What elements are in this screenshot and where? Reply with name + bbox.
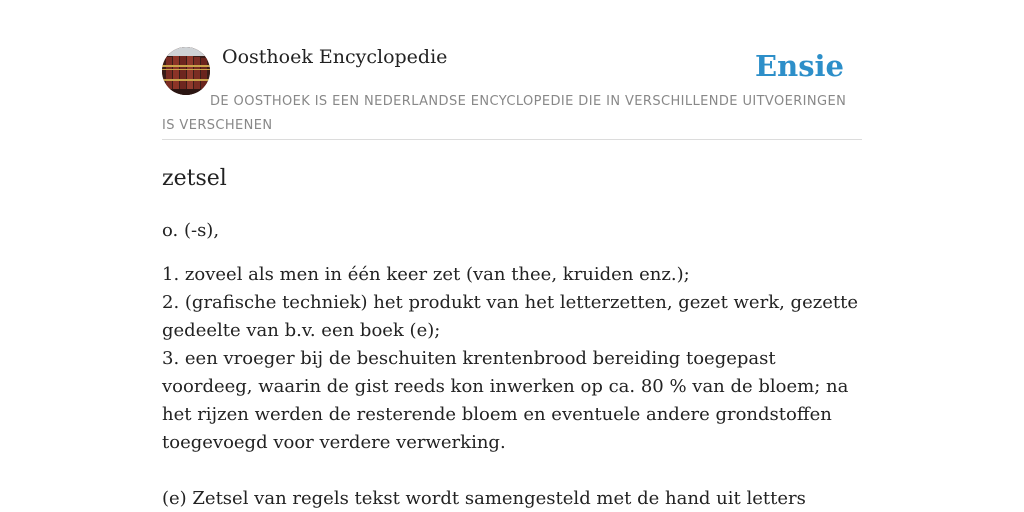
site-title[interactable]: Oosthoek Encyclopedie bbox=[222, 46, 448, 68]
avatar[interactable] bbox=[162, 47, 210, 95]
page-header bbox=[162, 0, 862, 140]
entry-note: (e) Zetsel van regels tekst wordt samengesteld met de hand uit letters bbox=[162, 488, 806, 509]
page-container bbox=[162, 0, 862, 512]
entry-grammar: o. (-s), bbox=[162, 220, 220, 241]
book-spines-icon bbox=[162, 47, 210, 95]
entry-title: zetsel bbox=[162, 166, 227, 191]
site-tagline: DE OOSTHOEK IS EEN NEDERLANDSE ENCYCLOPEDIE DIE IN VERSCHILLENDE UITVOERINGEN IS VERSCHENEN bbox=[162, 94, 847, 133]
definition-item: 1. zoveel als men in één keer zet (van thee, kruiden enz.); bbox=[162, 264, 690, 285]
definition-item: 2. (grafische techniek) het produkt van het letterzetten, gezet werk, gezette gedeelte van b.v. een boek (e); bbox=[162, 292, 858, 341]
entry-definitions bbox=[162, 261, 867, 457]
ensie-logo-link[interactable]: Ensie bbox=[755, 49, 844, 83]
definition-item: 3. een vroeger bij de beschuiten krentenbrood bereiding toegepast voordeeg, waarin de gist reeds kon inwerken op ca. 80 % van de bloem; na het rijzen werden de resterende bloem en eventuele andere grondstoffen toegevoegd voor verdere verwerking. bbox=[162, 348, 849, 453]
